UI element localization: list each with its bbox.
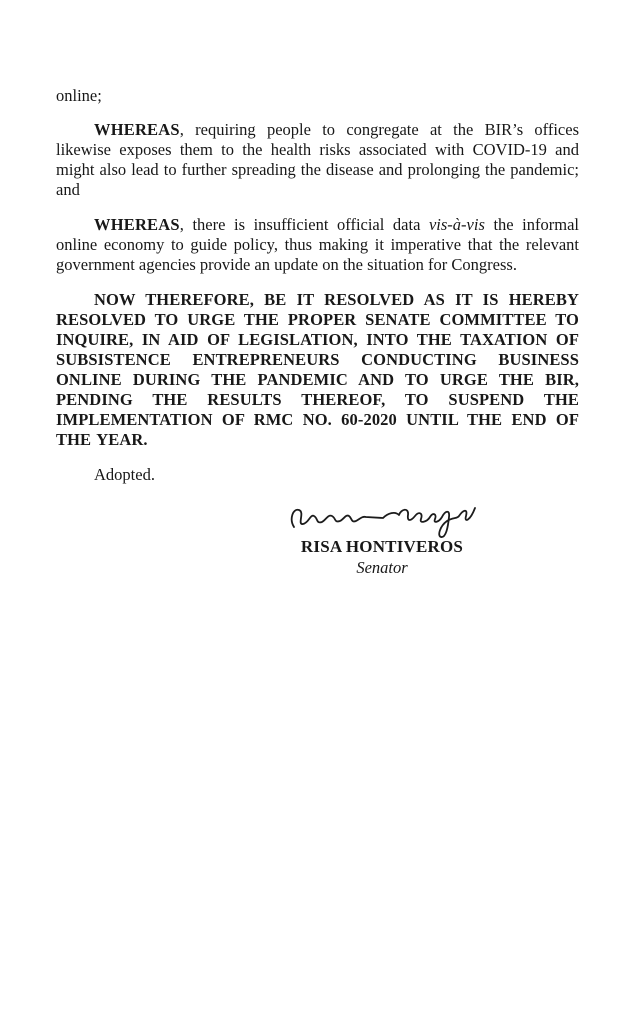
signature-scrawl-image	[286, 495, 478, 543]
paragraph-fragment-online: online;	[56, 86, 102, 105]
signatory-name: RISA HONTIVEROS	[300, 537, 464, 556]
whereas-lead-1: WHEREAS	[94, 120, 180, 139]
whereas-paragraph-1	[56, 120, 579, 200]
whereas-text-2a: , there is insufficient official data	[179, 215, 429, 234]
resolution-clause: NOW THEREFORE, BE IT RESOLVED AS IT IS HEREBY RESOLVED TO URGE THE PROPER SENATE COMMITTEE TO INQUIRE, IN AID OF LEGISLATION, INTO THE TAXATION OF SUBSISTENCE ENTREPRENEURS CONDUCTING BUSINESS ONLINE DURING THE PANDEMIC AND TO URGE THE BIR, PENDING THE RESULTS THEREOF, TO SUSPEND THE IMPLEMENTATION OF RMC NO. 60-2020 UNTIL THE END OF THE YEAR.	[56, 290, 579, 449]
whereas-text-1: , requiring people to congregate at the BIR’s offices likewise exposes them to the health risks associated with COVID-19 and might also lead to further spreading the disease and prolonging the pandemic; and	[56, 120, 579, 199]
signature-block	[238, 495, 526, 578]
whereas-paragraph-2	[56, 215, 579, 275]
document-body	[56, 86, 579, 578]
whereas-text-2b: the informal online economy to guide policy, thus making it imperative that the relevant government agencies provide an update on the situation for Congress.	[56, 215, 579, 274]
signatory-title: Senator	[356, 558, 408, 577]
whereas-lead-2: WHEREAS	[94, 215, 180, 234]
vis-a-vis-italic: vis-à-vis	[428, 215, 485, 234]
adopted-text: Adopted.	[94, 465, 155, 484]
